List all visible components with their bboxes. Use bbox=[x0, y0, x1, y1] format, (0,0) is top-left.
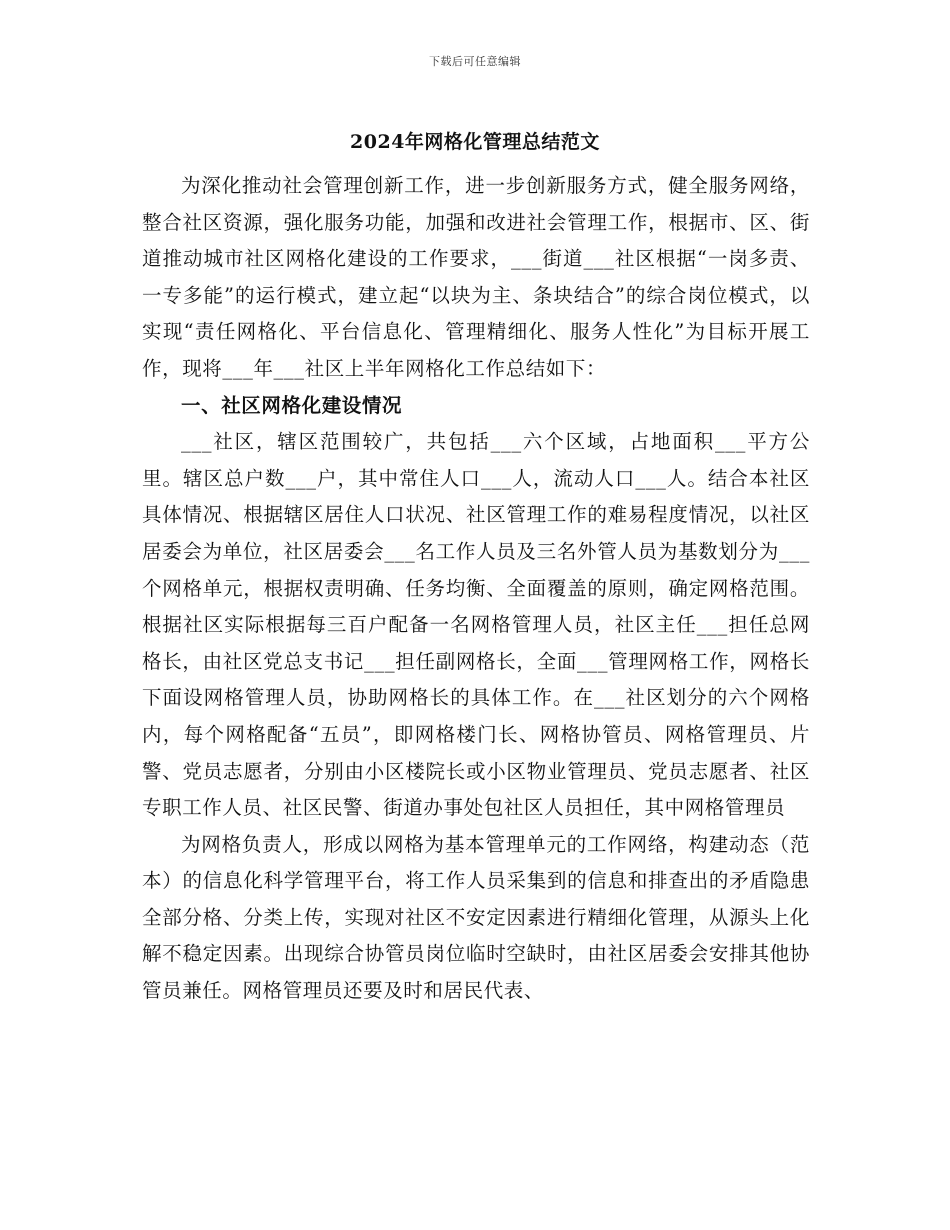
document-title: 2024年网格化管理总结范文 bbox=[350, 131, 600, 153]
section-heading: 一、社区网格化建设情况 bbox=[181, 393, 403, 417]
intro-paragraph: 为深化推动社会管理创新工作，进一步创新服务方式，健全服务网络，整合社区资源，强化服务功能，加强和改进社会管理工作，根据市、区、街道推动城市社区网格化建设的工作要求，___街道___社区根据“一岗多责、一专多能”的运行模式，建立起“以块为主、条块结合”的综合岗位模式，以实现“责任网格化、平台信息化、管理精细化、服务人性化”为目标开展工作，现将___年___社区上半年网格化工作总结如下： bbox=[142, 174, 810, 380]
section-paragraph-2: 为网格负责人，形成以网格为基本管理单元的工作网络，构建动态（范本）的信息化科学管理平台，将工作人员采集到的信息和排查出的矛盾隐患全部分格、分类上传，实现对社区不安定因素进行精细化管理，从源头上化解不稳定因素。出现综合协管员岗位临时空缺时，由社区居委会安排其他协管员兼任。网格管理员还要及时和居民代表、 bbox=[142, 832, 810, 1003]
document-body bbox=[142, 168, 810, 1010]
section-paragraph-1: ___社区，辖区范围较广，共包括___六个区域，占地面积___平方公里。辖区总户数___户，其中常住人口___人，流动人口___人。结合本社区具体情况、根据辖区居住人口状况、社区管理工作的难易程度情况，以社区居委会为单位，社区居委会___名工作人员及三名外管人员为基数划分为___个网格单元，根据权责明确、任务均衡、全面覆盖的原则，确定网格范围。根据社区实际根据每三百户配备一名网格管理人员，社区主任___担任总网格长，由社区党总支书记___担任副网格长，全面___管理网格工作，网格长下面设网格管理人员，协助网格长的具体工作。在___社区划分的六个网格内，每个网格配备“五员”，即网格楼门长、网格协管员、网格管理员、片警、党员志愿者，分别由小区楼院长或小区物业管理员、党员志愿者、社区专职工作人员、社区民警、街道办事处包社区人员担任，其中网格管理员 bbox=[142, 430, 810, 820]
header-note: 下载后可任意编辑 bbox=[429, 55, 521, 68]
